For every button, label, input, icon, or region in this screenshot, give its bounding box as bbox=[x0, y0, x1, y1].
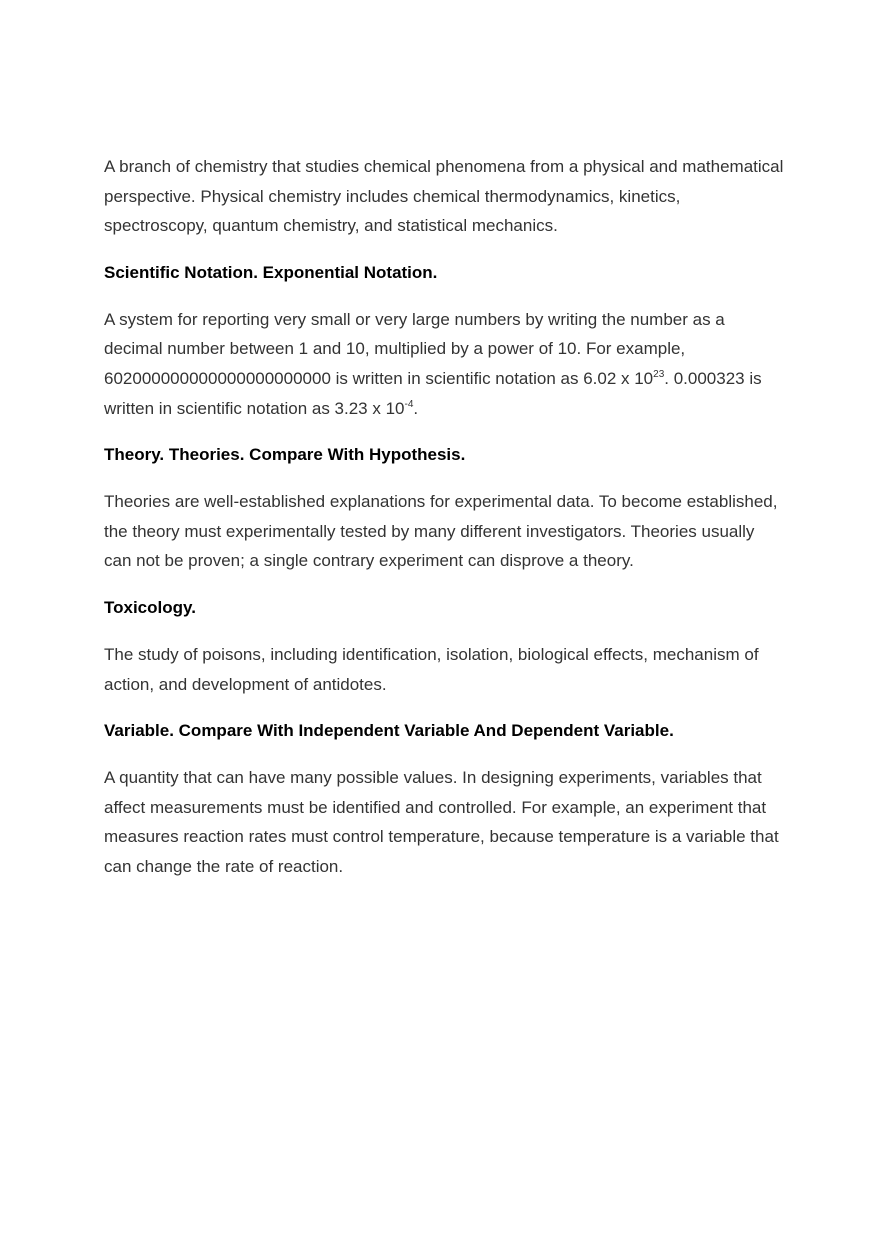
scientific-notation-exponent-neg4: -4 bbox=[404, 398, 414, 410]
theory-heading: Theory. Theories. Compare With Hypothesis. bbox=[104, 445, 466, 465]
document-page bbox=[104, 152, 784, 899]
scientific-notation-text-part2: . 0.000323 is written in scientific notation as 3.23 x 10 bbox=[104, 368, 762, 418]
intro-paragraph: A branch of chemistry that studies chemical phenomena from a physical and mathematical perspective. Physical chemistry includes chemical thermodynamics, kinetics, spectroscopy, quantum chemistry, and statistical mechanics. bbox=[104, 157, 784, 236]
scientific-notation-text-part3: . bbox=[413, 398, 419, 418]
scientific-notation-text-part1: A system for reporting very small or very large numbers by writing the number as a decimal number between 1 and 10, multiplied by a power of 10. For example, 602000000000000000000000 is written in scientific notation as 6.02 x 10 bbox=[104, 309, 725, 388]
variable-heading: Variable. Compare With Independent Variable And Dependent Variable. bbox=[104, 721, 674, 741]
scientific-notation-paragraph bbox=[104, 305, 784, 423]
scientific-notation-heading: Scientific Notation. Exponential Notation. bbox=[104, 262, 438, 282]
variable-paragraph: A quantity that can have many possible values. In designing experiments, variables that affect measurements must be identified and controlled. For example, an experiment that measures reaction rates must control temperature, because temperature is a variable that can change the rate of reaction. bbox=[104, 768, 779, 876]
theory-paragraph: Theories are well-established explanations for experimental data. To become established, the theory must experimentally tested by many different investigators. Theories usually can not be proven; a single contrary experiment can disprove a theory. bbox=[104, 492, 778, 571]
toxicology-paragraph: The study of poisons, including identification, isolation, biological effects, mechanism of action, and development of antidotes. bbox=[104, 644, 759, 694]
scientific-notation-exponent-23: 23 bbox=[653, 368, 665, 380]
toxicology-heading: Toxicology. bbox=[104, 597, 196, 617]
